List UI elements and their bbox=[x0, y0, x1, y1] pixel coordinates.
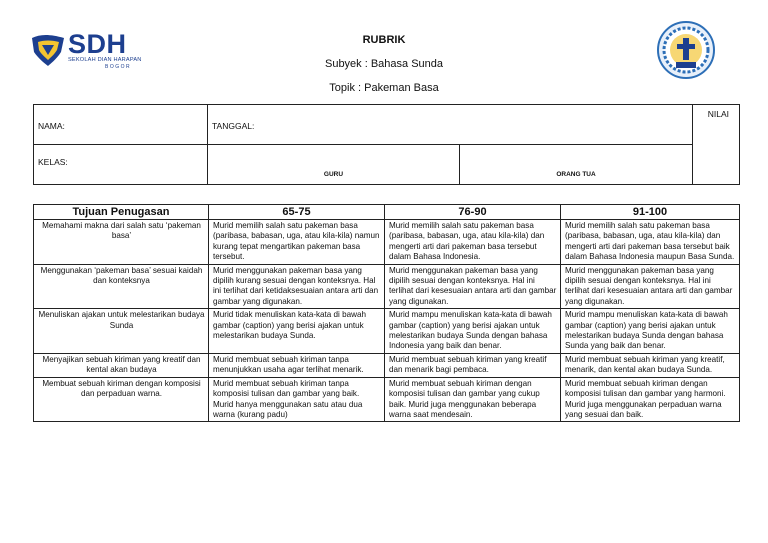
rubric-goal: Menuliskan ajakan untuk melestarikan budaya Sunda bbox=[34, 309, 209, 354]
guru-signature-label: GURU bbox=[208, 145, 460, 185]
page-title: RUBRIK bbox=[362, 34, 406, 46]
rubric-table bbox=[33, 204, 740, 422]
table-row bbox=[34, 377, 740, 422]
student-info-table bbox=[33, 104, 740, 185]
rubric-header-goal: Tujuan Penugasan bbox=[34, 205, 209, 220]
rubric-cell: Murid tidak menuliskan kata-kata di bawah gambar (caption) yang berisi ajakan untuk melestarikan budaya Sunda. bbox=[209, 309, 385, 354]
rubric-cell: Murid membuat sebuah kiriman tanpa komposisi tulisan dan gambar yang baik. Murid hanya menggunakan satu atau dua warna (kurang padu) bbox=[209, 377, 385, 422]
program-seal-icon bbox=[656, 20, 716, 80]
rubric-cell: Murid menggunakan pakeman basa yang dipilih sesuai dengan konteksnya. Hal ini terlihat dari kesesuaian antara arti dan gambar yang digunakan. bbox=[561, 264, 740, 309]
rubric-goal: Membuat sebuah kiriman dengan komposisi dan perpaduan warna. bbox=[34, 377, 209, 422]
rubric-header-91-100: 91-100 bbox=[561, 205, 740, 220]
rubric-goal: Memahami makna dari salah satu ‘pakeman basa’ bbox=[34, 220, 209, 265]
topic-line: Topik : Pakeman Basa bbox=[329, 82, 439, 94]
rubric-goal: Menyajikan sebuah kiriman yang kreatif dan kental akan budaya bbox=[34, 353, 209, 377]
table-row bbox=[34, 309, 740, 354]
tanggal-label: TANGGAL: bbox=[208, 105, 693, 145]
rubric-cell: Murid memilih salah satu pakeman basa (paribasa, babasan, uga, atau kila-kila) namun kurang tepat mengartikan pakeman basa tersebut. bbox=[209, 220, 385, 265]
rubric-cell: Murid membuat sebuah kiriman tanpa menunjukkan usaha agar terlihat menarik. bbox=[209, 353, 385, 377]
table-row bbox=[34, 264, 740, 309]
subject-line: Subyek : Bahasa Sunda bbox=[324, 58, 444, 70]
rubric-cell: Murid membuat sebuah kiriman dengan komposisi tulisan dan gambar yang harmoni. Murid juga menggunakan perpaduan warna yang sesuai dan baik. bbox=[561, 377, 740, 422]
rubric-cell: Murid mampu menuliskan kata-kata di bawah gambar (caption) yang berisi ajakan untuk melestarikan budaya Sunda dengan bahasa Indonesia yang baik dan benar. bbox=[385, 309, 561, 354]
rubric-cell: Murid membuat sebuah kiriman yang kreatif dan menarik bagi pembaca. bbox=[385, 353, 561, 377]
nilai-label: NILAI bbox=[693, 105, 740, 185]
nama-label: NAMA: bbox=[34, 105, 208, 145]
rubric-goal: Menggunakan ‘pakeman basa’ sesuai kaidah dan konteksnya bbox=[34, 264, 209, 309]
rubric-cell: Murid menggunakan pakeman basa yang dipilih sesuai dengan konteksnya. Hal ini terlihat dari kesesuaian antara arti dan gambar yang digunakan. bbox=[385, 264, 561, 309]
rubric-cell: Murid membuat sebuah kiriman yang kreatif, menarik, dan kental akan budaya Sunda. bbox=[561, 353, 740, 377]
rubric-cell: Murid membuat sebuah kiriman dengan komposisi tulisan dan gambar yang cukup baik. Murid juga menggunakan beberapa warna saat mendesain. bbox=[385, 377, 561, 422]
school-brand-name: SDH bbox=[68, 29, 127, 59]
rubric-cell: Murid menggunakan pakeman basa yang dipilih kurang sesuai dengan konteksnya. Hal ini terlihat dari ketidaksesuaian antara arti dan gambar yang digunakan. bbox=[209, 264, 385, 309]
kelas-label: KELAS: bbox=[34, 145, 208, 185]
rubric-cell: Murid mampu menuliskan kata-kata di bawah gambar (caption) yang berisi ajakan untuk melestarikan budaya Sunda dengan bahasa Sunda yang baik dan benar. bbox=[561, 309, 740, 354]
rubric-header-row bbox=[34, 205, 740, 220]
rubric-header-65-75: 65-75 bbox=[209, 205, 385, 220]
school-full-name: SEKOLAH DIAN HARAPAN bbox=[68, 57, 142, 63]
rubric-cell: Murid memilih salah satu pakeman basa (paribasa, babasan, uga, atau kila-kila) dan mengerti arti dari pakeman basa tersebut dalam Bahasa Indonesia. bbox=[385, 220, 561, 265]
school-emblem-icon bbox=[30, 30, 66, 68]
school-city: BOGOR bbox=[105, 64, 132, 70]
school-logo bbox=[30, 28, 150, 72]
table-row bbox=[34, 353, 740, 377]
rubric-header-76-90: 76-90 bbox=[385, 205, 561, 220]
rubric-cell: Murid memilih salah satu pakeman basa (paribasa, babasan, uga, atau kila-kila) dan mengerti arti dari pakeman basa tersebut baik dalam Bahasa Indonesia maupun Basa Sunda. bbox=[561, 220, 740, 265]
table-row bbox=[34, 220, 740, 265]
orang-tua-signature-label: ORANG TUA bbox=[460, 145, 693, 185]
